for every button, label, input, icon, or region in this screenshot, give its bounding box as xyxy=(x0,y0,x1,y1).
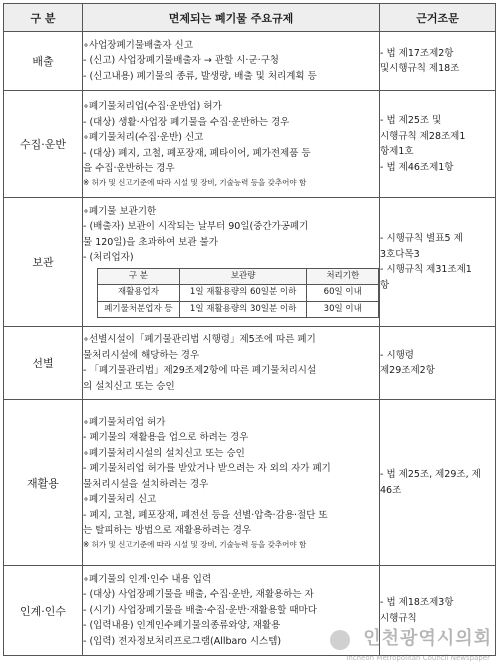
basis-sorting xyxy=(380,327,496,400)
content-line: 는 탈피하는 방법으로 재활용하려는 경우 xyxy=(83,525,252,536)
content-line: ∘폐기물의 인계·인수 내용 입력 xyxy=(83,573,212,585)
content-line: - 폐지, 고철, 폐포장재, 폐전선 등을 선별·압축·감용·절단 또 xyxy=(83,509,328,521)
basis-line: 제29조제2항 xyxy=(380,365,435,376)
basis-line: 시행규칙 제28조제1 xyxy=(380,130,466,142)
content-line: 을 수집·운반하는 경우 xyxy=(83,163,175,175)
basis-line: - 법 제46조제1항 xyxy=(380,161,454,173)
basis-line: 항 xyxy=(380,279,390,291)
basis-storage xyxy=(380,198,496,327)
basis-discharge xyxy=(380,32,496,91)
note-text: ※ 허가 및 신고기준에 따라 시설 및 장비, 기술능력 등을 갖추어야 함 xyxy=(83,539,307,549)
category-sorting: 선별 xyxy=(4,327,83,400)
content-line: - (대상) 사업장폐기물을 배출, 수집·운반, 재활용하는 자 xyxy=(83,589,314,601)
content-line: - (신고) 사업장폐기물배출자 → 관할 시·군·구청 xyxy=(83,55,279,67)
watermark-title: 인천광역시의회 xyxy=(363,628,492,649)
content-storage xyxy=(83,198,380,327)
row-storage xyxy=(4,198,496,327)
content-line: ∘폐기물 보관기한 xyxy=(83,205,157,217)
content-line: - (입력내용) 인계인수폐기물의종류와양, 재활용 xyxy=(83,620,281,632)
category-recycling: 재활용 xyxy=(4,400,83,566)
basis-line: - 법 제18조제3항 xyxy=(380,597,454,608)
content-line: - 「폐기물관리법」제29조제2항에 따른 폐기물처리시설 xyxy=(83,365,317,376)
basis-line: - 시행규칙 별표5 제 xyxy=(380,233,463,244)
content-line: ∘선별시설이「폐기물관리법 시행령」제5조에 따른 폐기 xyxy=(83,334,316,345)
sub-cell: 폐기물처분업자 등 xyxy=(98,301,180,318)
note-text: ※ 허가 및 신고기준에 따라 시설 및 장비, 기술능력 등을 갖추어야 함 xyxy=(83,177,307,187)
sub-cell: 30일 이내 xyxy=(307,301,379,318)
sub-header-cell: 보관량 xyxy=(179,268,307,285)
header-basis: 근거조문 xyxy=(380,4,496,32)
header-category: 구 분 xyxy=(4,4,83,32)
category-discharge: 배출 xyxy=(4,32,83,91)
content-line: - (처리업자) xyxy=(83,252,134,264)
basis-line: 및시행규칙 제18조 xyxy=(380,63,460,74)
content-line: - (배출자) 보관이 시작되는 날부터 90일(중간가공폐기 xyxy=(83,221,309,233)
content-line: - (시기) 사업장폐기물을 배출·수집·운반·재활용할 때마다 xyxy=(83,604,317,616)
sub-cell: 1일 재활용량의 60일분 이하 xyxy=(179,285,307,302)
content-line: 의 설치신고 또는 승인 xyxy=(83,380,175,392)
basis-line: - 법 제25조, 제29조, 제 xyxy=(380,469,481,480)
basis-line: 시행규칙 xyxy=(380,612,417,624)
basis-recycling xyxy=(380,400,496,566)
regulation-table xyxy=(3,3,496,656)
storage-period-table xyxy=(97,268,379,319)
sub-header-cell: 처리기한 xyxy=(307,268,379,285)
content-line: 물처리시설을 설치하려는 경우 xyxy=(83,478,209,490)
content-line: 물처리시설에 해당하는 경우 xyxy=(83,349,200,361)
category-storage: 보관 xyxy=(4,198,83,327)
category-handover: 인계·인수 xyxy=(4,566,83,656)
content-line: - (대상) 폐지, 고철, 폐포장재, 폐타이어, 폐가전제품 등 xyxy=(83,147,311,159)
watermark-logo-icon xyxy=(330,630,350,650)
sub-cell: 재활용업자 xyxy=(98,285,180,302)
content-line: ∘사업장폐기물배출자 신고 xyxy=(83,39,193,51)
content-line: - (대상) 생활·사업장 폐기물을 수집·운반하는 경우 xyxy=(83,116,290,128)
category-collection: 수집·운반 xyxy=(4,91,83,198)
basis-collection xyxy=(380,91,496,198)
content-line: - 폐기물처리업 허가를 받았거나 받으려는 자 외의 자가 폐기 xyxy=(83,463,331,474)
content-line: ∘폐기물처리업(수집·운반업) 허가 xyxy=(83,101,222,113)
row-sorting xyxy=(4,327,496,400)
content-recycling xyxy=(83,400,380,566)
basis-line: - 시행규칙 제31조제1 xyxy=(380,264,472,275)
content-line: ∘폐기물처리(수집·운반) 신고 xyxy=(83,132,204,144)
basis-line: - 법 제17조제2항 xyxy=(380,47,454,59)
header-row xyxy=(4,4,496,32)
row-discharge xyxy=(4,32,496,91)
content-line: - (입력) 전자정보처리프로그램(Allbaro 시스템) xyxy=(83,635,282,647)
content-line: - 폐기물의 재활용을 업으로 하려는 경우 xyxy=(83,432,249,443)
content-sorting xyxy=(83,327,380,400)
sub-header-cell: 구 분 xyxy=(98,268,180,285)
sub-cell: 60일 이내 xyxy=(307,285,379,302)
sub-cell: 1일 재활용량의 30일분 이하 xyxy=(179,301,307,318)
content-line: ∘폐기물처리 신고 xyxy=(83,494,157,505)
row-recycling xyxy=(4,400,496,566)
content-discharge xyxy=(83,32,380,91)
content-collection xyxy=(83,91,380,198)
sub-header-row xyxy=(98,268,379,285)
basis-line: - 시행령 xyxy=(380,349,414,361)
content-line: ∘폐기물처리업 허가 xyxy=(83,416,166,428)
content-line: 물 120일)을 초과하여 보관 불가 xyxy=(83,236,218,248)
basis-line: 46조 xyxy=(380,484,402,496)
sub-row xyxy=(98,285,379,302)
content-line: - (신고내용) 폐기물의 종류, 발생량, 배출 및 처리계획 등 xyxy=(83,70,317,82)
basis-line: 3호다목3 xyxy=(380,248,420,260)
header-regulation: 면제되는 폐기물 주요규제 xyxy=(83,4,380,32)
basis-line: - 법 제25조 및 xyxy=(380,115,442,126)
watermark-subtitle: Incheon Metropolitan Council Newspaper xyxy=(346,654,490,662)
row-collection xyxy=(4,91,496,198)
basis-line: 항제1호 xyxy=(380,146,414,157)
content-line: ∘폐기물처리시설의 설치신고 또는 승인 xyxy=(83,447,245,459)
sub-row xyxy=(98,301,379,318)
